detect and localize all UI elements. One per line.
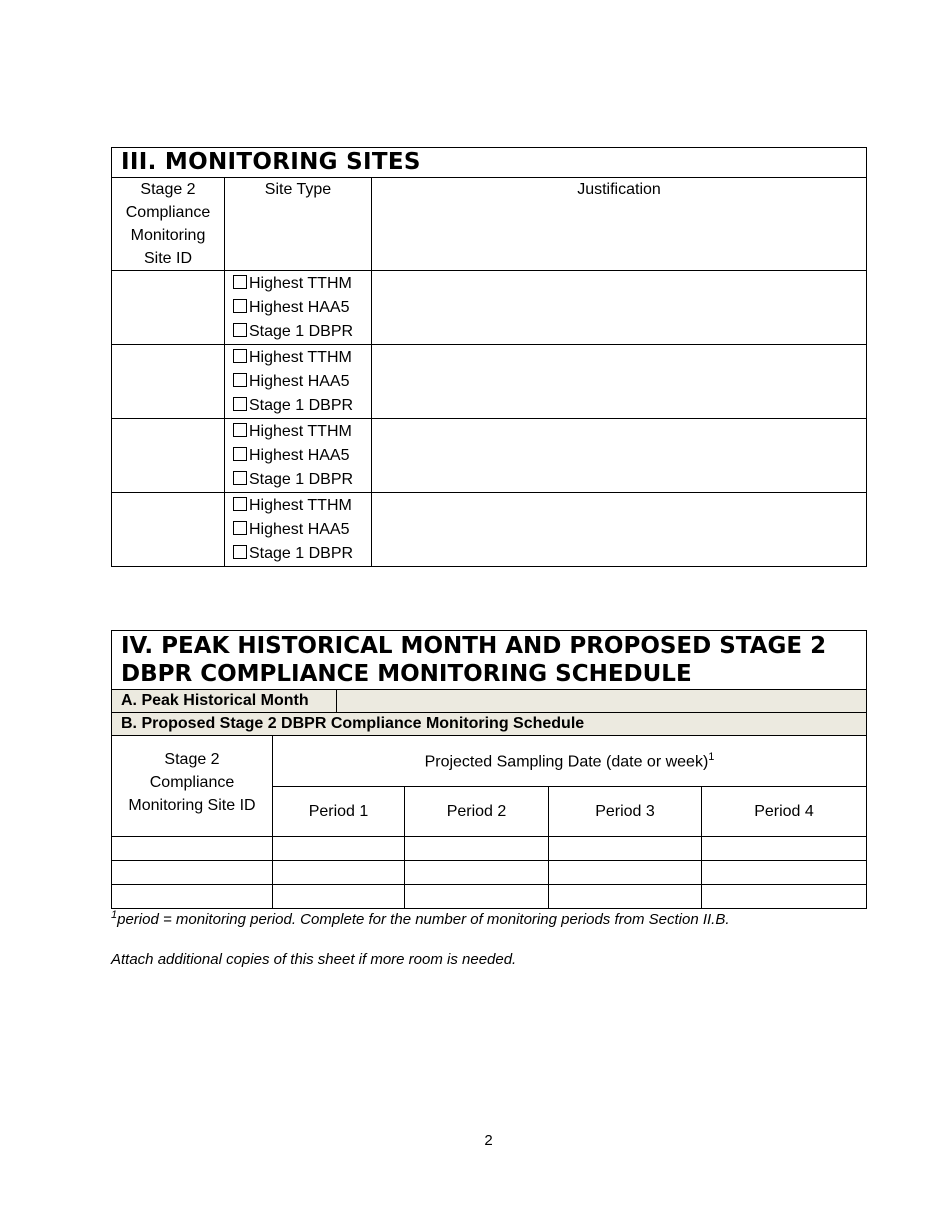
option-label: Highest TTHM (249, 423, 352, 440)
site-id-cell[interactable] (112, 493, 225, 567)
site-id-cell[interactable] (112, 885, 273, 909)
option-label: Highest HAA5 (249, 373, 350, 390)
checkbox-highest-haa5[interactable] (233, 373, 247, 387)
option-label: Stage 1 DBPR (249, 323, 354, 340)
footnote-ref: 1 (708, 750, 715, 763)
site-type-cell (225, 271, 372, 345)
monitoring-sites-table (111, 147, 867, 567)
checkbox-highest-haa5[interactable] (233, 299, 247, 313)
site-id-cell[interactable] (112, 861, 273, 885)
site-id-header-line: Site ID (143, 250, 192, 267)
site-type-header: Site Type (225, 178, 372, 271)
table-row (112, 419, 867, 493)
period-3-cell[interactable] (549, 861, 702, 885)
checkbox-highest-tthm[interactable] (233, 497, 247, 511)
table-row (112, 493, 867, 567)
justification-cell[interactable] (372, 271, 867, 345)
option-label: Highest TTHM (249, 497, 352, 514)
table-row (112, 345, 867, 419)
period-2-cell[interactable] (405, 861, 549, 885)
option-label: Highest TTHM (249, 275, 352, 292)
checkbox-highest-tthm[interactable] (233, 275, 247, 289)
option-label: Highest HAA5 (249, 521, 350, 538)
table-row (112, 837, 867, 861)
site-id-header-line: Compliance (149, 773, 235, 791)
site-id-cell[interactable] (112, 837, 273, 861)
period-1-cell[interactable] (273, 837, 405, 861)
site-id-cell[interactable] (112, 419, 225, 493)
option-label: Stage 1 DBPR (249, 397, 354, 414)
option-label: Highest TTHM (249, 349, 352, 366)
period-3-cell[interactable] (549, 837, 702, 861)
site-type-cell (225, 345, 372, 419)
footnote-text: period = monitoring period. Complete for the number of monitoring periods from Section II.B. (117, 911, 730, 928)
table-row (112, 271, 867, 345)
period-3-cell[interactable] (549, 885, 702, 909)
page-number: 2 (484, 1132, 493, 1149)
justification-header: Justification (372, 178, 867, 271)
monitoring-schedule-table (111, 630, 867, 909)
site-id-header-line: Compliance (125, 204, 211, 221)
schedule-label: B. Proposed Stage 2 DBPR Compliance Monitoring Schedule (112, 713, 867, 736)
checkbox-stage1-dbpr[interactable] (233, 397, 247, 411)
period-2-cell[interactable] (405, 885, 549, 909)
site-type-cell (225, 493, 372, 567)
site-id-header (112, 178, 225, 271)
site-id-cell[interactable] (112, 271, 225, 345)
period-4-cell[interactable] (702, 861, 867, 885)
table-row (112, 861, 867, 885)
site-id-header-line: Monitoring (130, 227, 206, 244)
option-label: Stage 1 DBPR (249, 545, 354, 562)
justification-cell[interactable] (372, 345, 867, 419)
table-row (112, 885, 867, 909)
period-2-cell[interactable] (405, 837, 549, 861)
section-4-title-line: DBPR COMPLIANCE MONITORING SCHEDULE (121, 661, 692, 687)
checkbox-highest-haa5[interactable] (233, 521, 247, 535)
section-4-title (112, 631, 867, 690)
peak-month-label: A. Peak Historical Month (112, 690, 337, 713)
site-id-header (112, 736, 273, 837)
footnote (111, 909, 730, 928)
site-id-cell[interactable] (112, 345, 225, 419)
site-type-cell (225, 419, 372, 493)
period-1-cell[interactable] (273, 861, 405, 885)
period-3-header: Period 3 (549, 787, 702, 837)
site-id-header-line: Monitoring Site ID (128, 796, 256, 814)
checkbox-stage1-dbpr[interactable] (233, 323, 247, 337)
attach-note: Attach additional copies of this sheet if more room is needed. (111, 951, 517, 968)
projected-date-label: Projected Sampling Date (date or week) (424, 753, 709, 771)
site-id-header-line: Stage 2 (140, 181, 196, 198)
period-1-header: Period 1 (273, 787, 405, 837)
section-4-title-line: IV. PEAK HISTORICAL MONTH AND PROPOSED STAGE 2 (121, 633, 827, 659)
period-1-cell[interactable] (273, 885, 405, 909)
site-id-header-line: Stage 2 (164, 750, 220, 768)
checkbox-highest-haa5[interactable] (233, 447, 247, 461)
justification-cell[interactable] (372, 419, 867, 493)
justification-cell[interactable] (372, 493, 867, 567)
option-label: Highest HAA5 (249, 447, 350, 464)
period-4-cell[interactable] (702, 885, 867, 909)
section-3-title: III. MONITORING SITES (112, 148, 867, 178)
checkbox-highest-tthm[interactable] (233, 349, 247, 363)
footnote-marker: 1 (111, 909, 118, 921)
peak-month-field[interactable] (337, 690, 867, 713)
option-label: Highest HAA5 (249, 299, 350, 316)
period-4-cell[interactable] (702, 837, 867, 861)
period-2-header: Period 2 (405, 787, 549, 837)
option-label: Stage 1 DBPR (249, 471, 354, 488)
projected-date-header (273, 736, 867, 787)
checkbox-stage1-dbpr[interactable] (233, 471, 247, 485)
checkbox-stage1-dbpr[interactable] (233, 545, 247, 559)
period-4-header: Period 4 (702, 787, 867, 837)
checkbox-highest-tthm[interactable] (233, 423, 247, 437)
